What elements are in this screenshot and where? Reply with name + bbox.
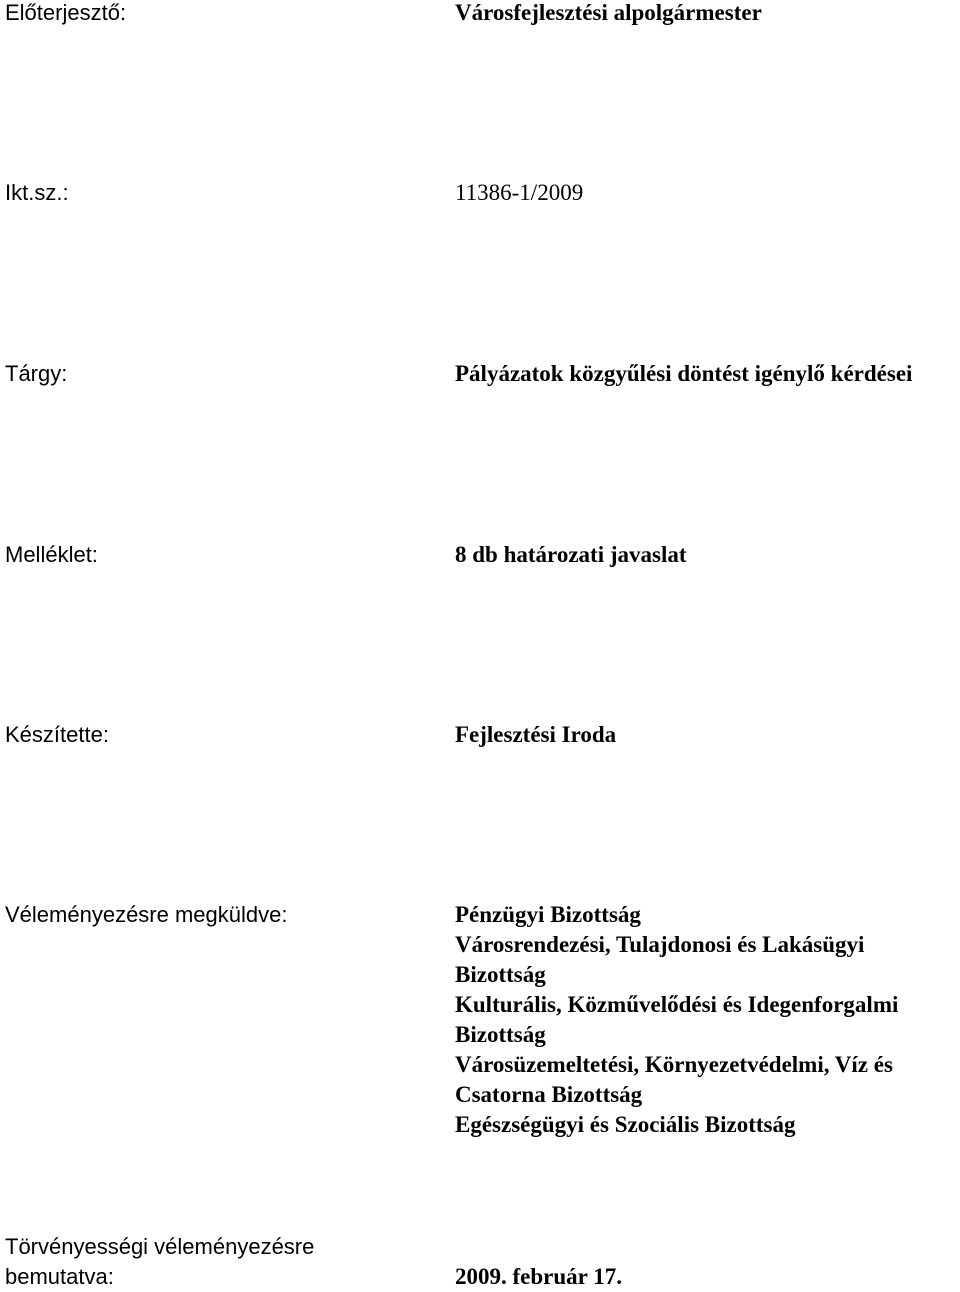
subject-value: Pályázatok közgyűlési döntést igénylő kérdései [455,361,913,386]
presenter-label: Előterjesztő: [5,0,127,25]
committee-item: Városrendezési, Tulajdonosi és Lakásügyi Bizottság [455,932,865,987]
committee-list [455,900,955,1140]
committee-item: Kulturális, Közművelődési és Idegenforgalmi Bizottság [455,992,899,1047]
attachment-value: 8 db határozati javaslat [455,542,687,567]
prepared-by-value: Fejlesztési Iroda [455,722,617,747]
review-label: Véleményezésre megküldve: [5,902,288,927]
subject-label: Tárgy: [5,361,68,386]
presenter-value: Városfejlesztési alpolgármester [455,0,762,25]
committee-item: Egészségügyi és Szociális Bizottság [455,1112,796,1137]
legal-review-date: 2009. február 17. [455,1264,622,1289]
legal-review-label [5,1232,314,1292]
reference-value: 11386-1/2009 [455,180,584,205]
committee-item: Városüzemeltetési, Környezetvédelmi, Víz és Csatorna Bizottság [455,1052,893,1107]
reference-label: Ikt.sz.: [5,180,69,205]
committee-item: Pénzügyi Bizottság [455,902,641,927]
prepared-by-label: Készítette: [5,722,109,747]
attachment-label: Melléklet: [5,542,98,567]
legal-review-label-line2: bemutatva: [5,1264,114,1289]
legal-review-label-line1: Törvényességi véleményezésre [5,1234,315,1259]
